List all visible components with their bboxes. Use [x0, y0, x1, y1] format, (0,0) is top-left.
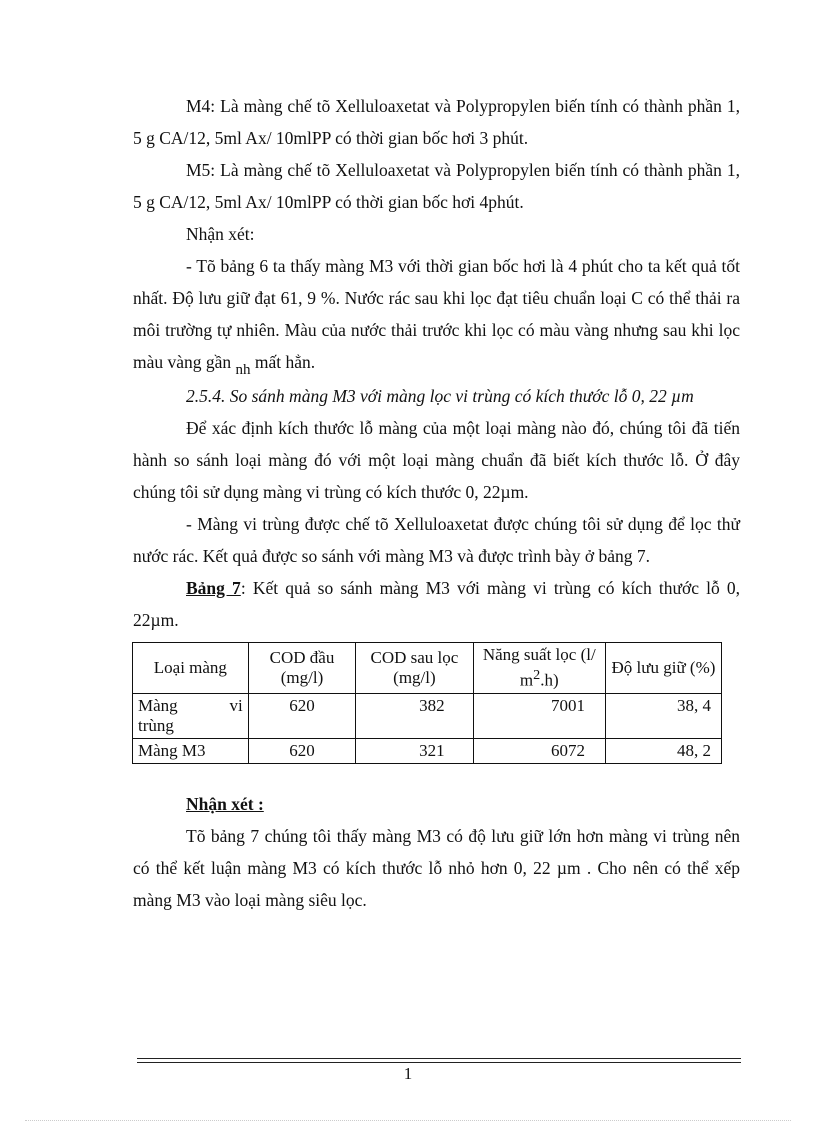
- cell-type-a: Màng: [138, 695, 178, 715]
- header-flux-end: .h): [540, 670, 559, 690]
- page-number: 1: [403, 1064, 413, 1083]
- header-type: Loại màng: [133, 643, 249, 694]
- header-flux-main: Năng suất lọc (l/ m: [482, 645, 596, 690]
- footer-rule-bottom: [137, 1062, 741, 1063]
- footer-rule-top: [137, 1058, 741, 1059]
- table-caption-text: : Kết quả so sánh màng M3 với màng vi trùng có kích thước lỗ 0, 22µm.: [133, 578, 741, 630]
- remark-body-end: mất hẳn.: [254, 352, 316, 372]
- header-flux: [473, 643, 605, 694]
- paragraph-conclusion: Tõ bảng 7 chúng tôi thấy màng M3 có độ lưu giữ lớn hơn màng vi trùng nên có thể kết luận màng M3 có kích thước lỗ nhỏ hơn 0, 22 µm . Cho nên có thể xếp màng M3 vào loại màng siêu lọc.: [133, 825, 740, 910]
- comparison-table: [132, 642, 722, 764]
- page-content: [133, 90, 740, 916]
- cell-type-b: vi: [229, 695, 243, 715]
- paragraph-bacteria: - Màng vi trùng được chế tõ Xelluloaxetat được chúng tôi sử dụng để lọc thử nước rác. Kết quả được so sánh với màng M3 và được trình bày ở bảng 7.: [133, 514, 740, 566]
- table-caption-label: Bảng 7: [186, 578, 241, 598]
- cell-type-c: trùng: [138, 715, 174, 735]
- cell-flux: 6072: [473, 738, 605, 763]
- table-row: [133, 738, 722, 763]
- header-retention: Độ lưu giữ (%): [605, 643, 721, 694]
- cell-cod-in: 620: [248, 693, 356, 738]
- cell-type: [133, 693, 249, 738]
- cell-retention: 38, 4: [605, 693, 721, 738]
- page-edge-dots: [25, 1120, 791, 1121]
- remark-body-main: - Tõ bảng 6 ta thấy màng M3 với thời gian bốc hơi là 4 phút cho ta kết quả tốt nhất. Độ lưu giữ đạt 61, 9 %. Nước rác sau khi lọc đạt tiêu chuẩn loại C có thể thải ra môi trường tự nhiên. Màu của nước thải trước khi lọc có màu vàng nhưng sau khi lọc màu vàng gần: [133, 256, 740, 372]
- cell-type: Màng M3: [133, 738, 249, 763]
- paragraph-m5: M5: Là màng chế tõ Xelluloaxetat và Polypropylen biến tính có thành phần 1, 5 g CA/12, 5ml Ax/ 10mlPP có thời gian bốc hơi 4phút.: [133, 160, 740, 212]
- header-cod-in: COD đầu (mg/l): [248, 643, 356, 694]
- remark-body: [133, 250, 740, 380]
- conclusion-heading: [133, 788, 740, 820]
- cell-flux: 7001: [473, 693, 605, 738]
- cell-retention: 48, 2: [605, 738, 721, 763]
- remark-body-sub: nh: [235, 362, 251, 378]
- cell-cod-out: 321: [356, 738, 473, 763]
- cell-cod-in: 620: [248, 738, 356, 763]
- paragraph-intro: Để xác định kích thước lỗ màng của một loại màng nào đó, chúng tôi đã tiến hành so sánh loại màng đó với một loại màng chuẩn đã biết kích thước lỗ. Ở đây chúng tôi sử dụng màng vi trùng có kích thước 0, 22µm.: [133, 418, 740, 502]
- table-header-row: [133, 643, 722, 694]
- section-title: 2.5.4. So sánh màng M3 với màng lọc vi trùng có kích thước lỗ 0, 22 µm: [186, 386, 694, 406]
- conclusion-heading-text: Nhận xét :: [186, 793, 264, 814]
- paragraph-m4: M4: Là màng chế tõ Xelluloaxetat và Polypropylen biến tính có thành phần 1, 5 g CA/12, 5ml Ax/ 10mlPP có thời gian bốc hơi 3 phút.: [133, 96, 740, 148]
- remark-heading: Nhận xét:: [186, 224, 255, 244]
- header-flux-sup: 2: [533, 667, 541, 683]
- header-cod-out: COD sau lọc (mg/l): [356, 643, 473, 694]
- spacer: [133, 764, 740, 788]
- table-row: [133, 693, 722, 738]
- table-caption: [133, 572, 740, 636]
- cell-cod-out: 382: [356, 693, 473, 738]
